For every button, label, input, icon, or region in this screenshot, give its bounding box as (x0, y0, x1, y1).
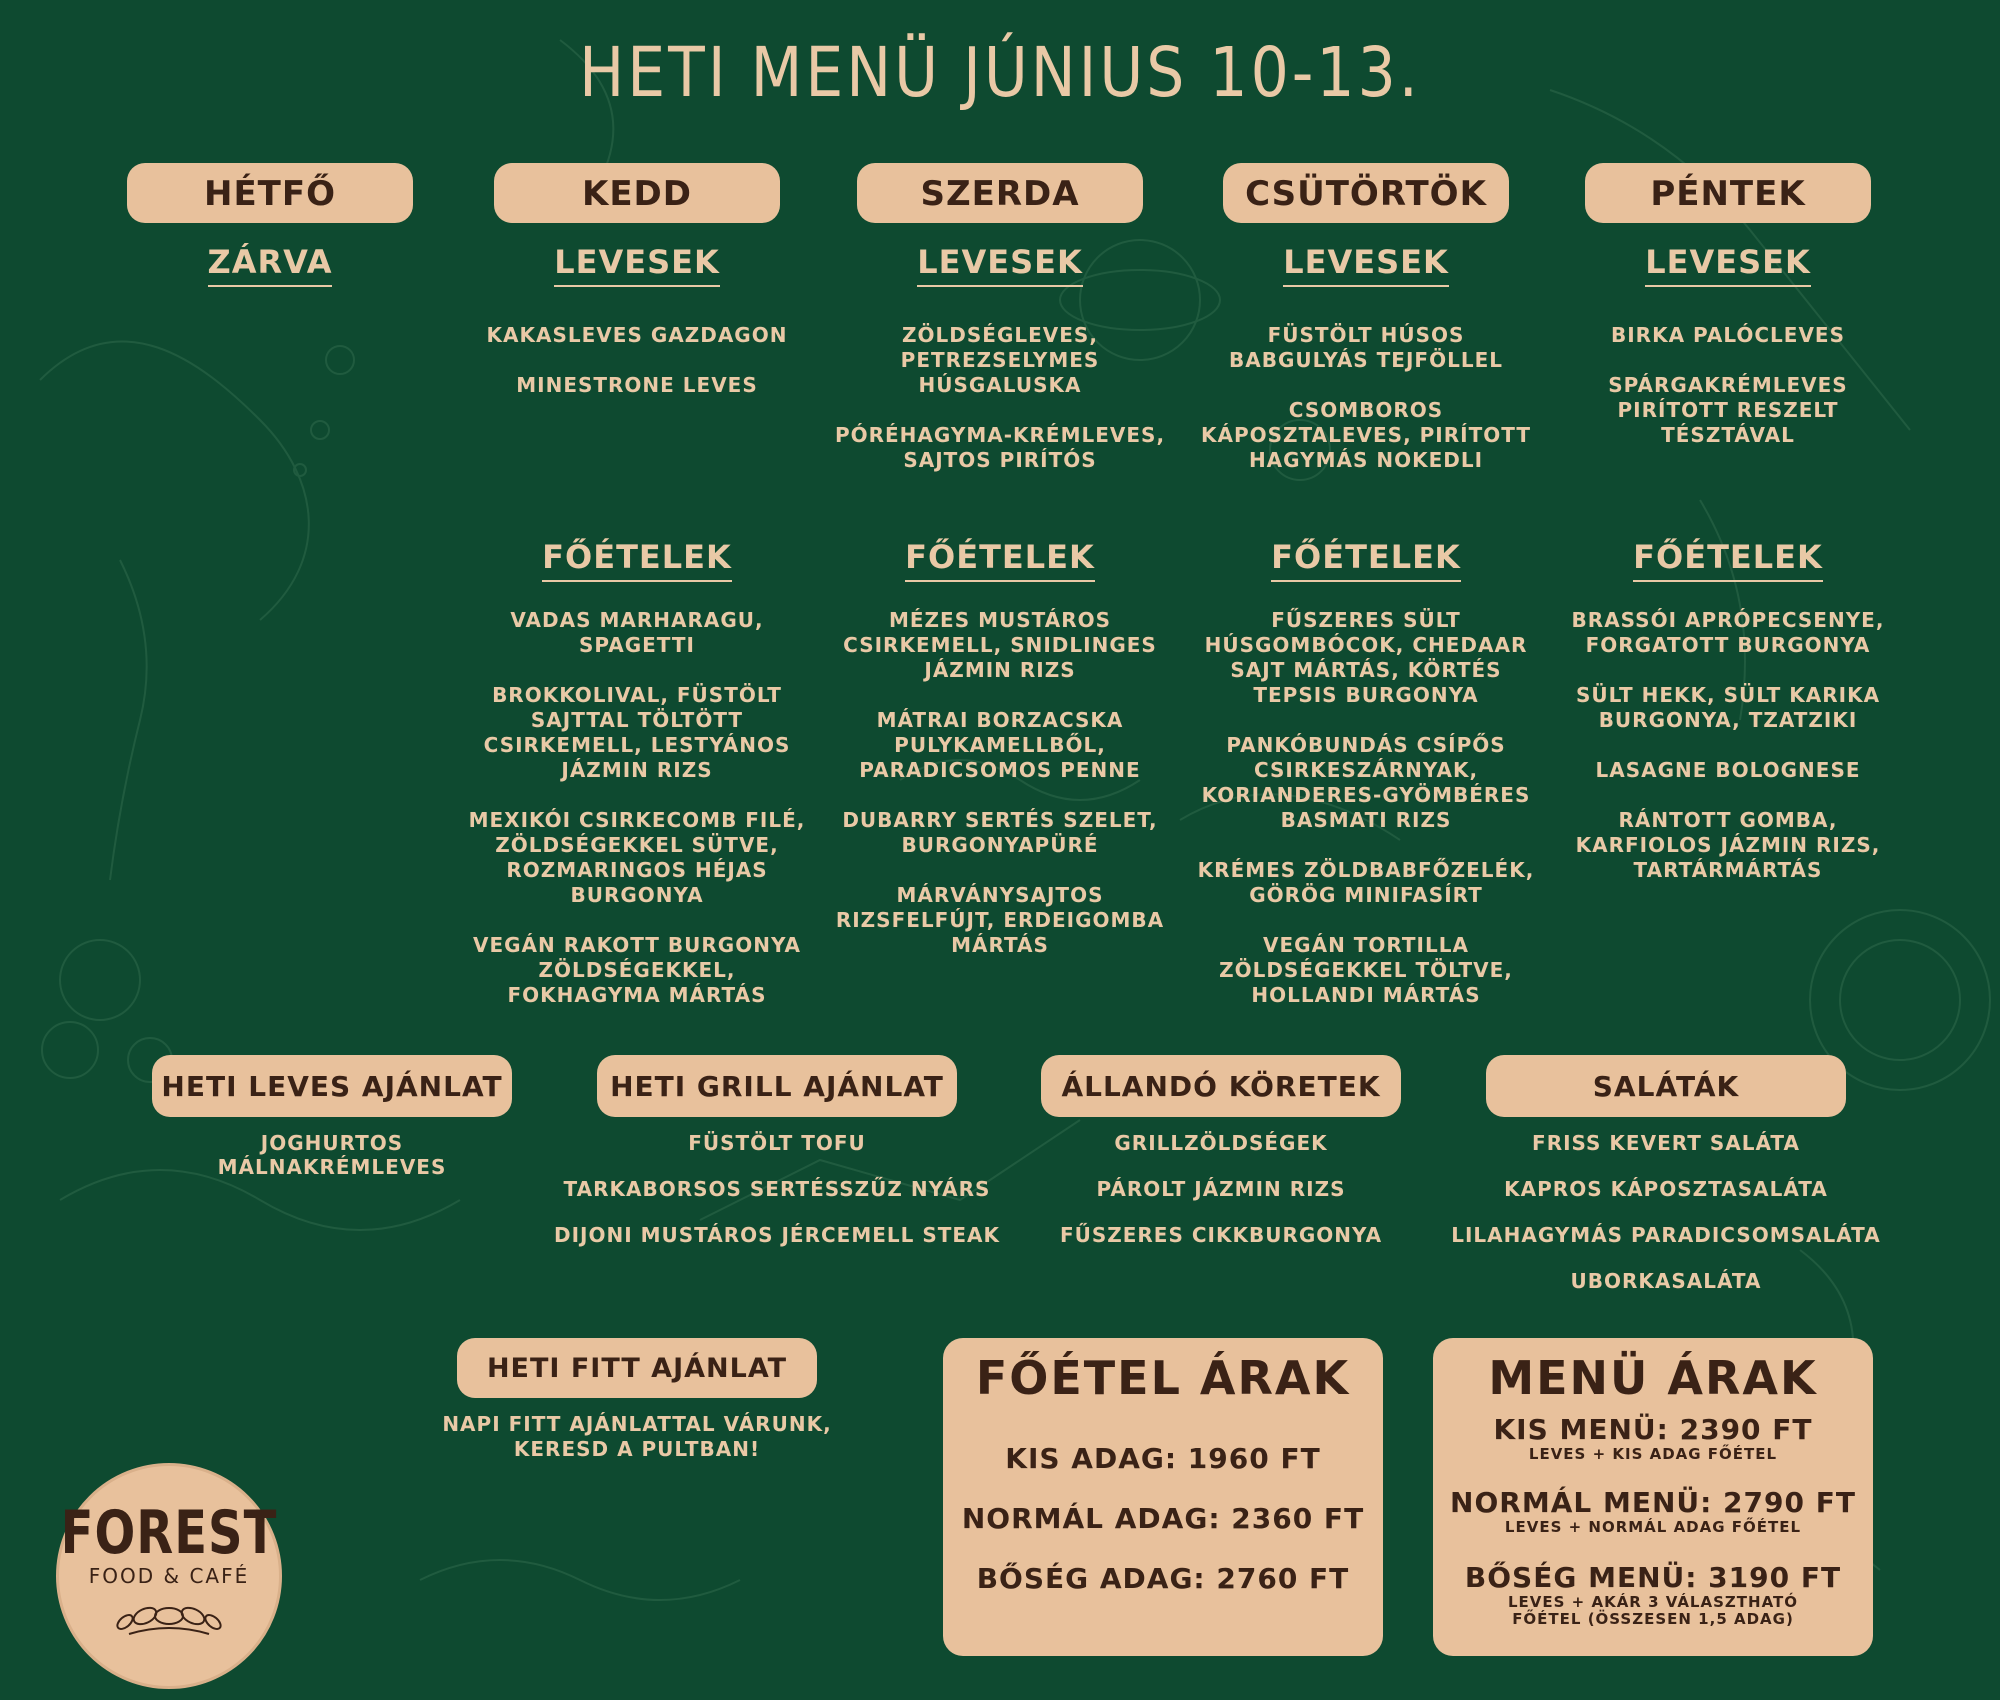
main-item: KRÉMES ZÖLDBABFŐZELÉK, GÖRÖG MINIFASÍRT (1197, 858, 1535, 907)
logo-wordmark: FOREST (60, 1498, 278, 1568)
menu-prices-box (1433, 1338, 1873, 1656)
day-column-wednesday (834, 163, 1166, 957)
side-item: FŰSZERES CIKKBURGONYA (1059, 1223, 1383, 1247)
soup-item: BIRKA PALÓCLEVES (1611, 323, 1845, 347)
day-column-thursday (1197, 163, 1535, 1007)
soup-item: FÜSTÖLT HÚSOS BABGULYÁS TEJFÖLLEL (1229, 323, 1503, 372)
special-item: TARKABORSOS SERTÉSSZŰZ NYÁRS (563, 1177, 991, 1201)
menu-price-name: BŐSÉG MENÜ: 3190 FT (1464, 1561, 1842, 1594)
sides-header: ÁLLANDÓ KÖRETEK (1041, 1055, 1401, 1117)
special-soup-section (152, 1055, 512, 1201)
mains-heading: FŐÉTELEK (905, 538, 1095, 582)
day-header: CSÜTÖRTÖK (1223, 163, 1509, 223)
fitt-special-header: HETI FITT AJÁNLAT (457, 1338, 817, 1398)
main-item: MÉZES MUSTÁROS CSIRKEMELL, SNIDLINGES JÁZMIN RIZS (843, 608, 1157, 682)
main-item: BROKKOLIVAL, FÜSTÖLT SAJTTAL TÖLTÖTT CSIRKEMELL, LESTYÁNOS JÁZMIN RIZS (483, 683, 791, 782)
salads-header: SALÁTÁK (1486, 1055, 1846, 1117)
day-header: KEDD (494, 163, 780, 223)
day-column-friday (1571, 163, 1885, 882)
menu-price-row (1433, 1562, 1873, 1628)
grill-special-section (553, 1055, 1001, 1269)
menu-price-desc: LEVES + AKÁR 3 VÁLASZTHATÓ FŐÉTEL (ÖSSZESEN 1,5 ADAG) (1507, 1593, 1798, 1628)
day-column-tuesday (468, 163, 806, 1007)
main-item: DUBARRY SERTÉS SZELET, BURGONYAPÜRÉ (842, 808, 1158, 857)
page-title: HETI MENÜ JÚNIUS 10-13. (579, 32, 1421, 114)
main-item: RÁNTOTT GOMBA, KARFIOLOS JÁZMIN RIZS, TARTÁRMÁRTÁS (1575, 808, 1881, 882)
day-column-monday (127, 163, 413, 281)
side-item: GRILLZÖLDSÉGEK (1114, 1131, 1328, 1155)
fitt-special-section (442, 1338, 832, 1462)
main-item: VEGÁN RAKOTT BURGONYA ZÖLDSÉGEKKEL, FOKHAGYMA MÁRTÁS (472, 933, 801, 1007)
soup-item: MINESTRONE LEVES (516, 373, 758, 397)
menu-price-row (1433, 1487, 1873, 1536)
menu-price-desc: LEVES + KIS ADAG FŐÉTEL (1528, 1445, 1778, 1463)
mains-heading: FŐÉTELEK (1633, 538, 1823, 582)
soup-item: KAKASLEVES GAZDAGON (486, 323, 788, 347)
special-item: DIJONI MUSTÁROS JÉRCEMELL STEAK (553, 1223, 1001, 1247)
main-item: VEGÁN TORTILLA ZÖLDSÉGEKKEL TÖLTVE, HOLLANDI MÁRTÁS (1219, 933, 1513, 1007)
sides-section (1041, 1055, 1401, 1269)
price-row: BŐSÉG ADAG: 2760 FT (976, 1562, 1350, 1595)
leaf-ornament-icon (109, 1594, 229, 1638)
soups-heading: LEVESEK (1283, 243, 1449, 287)
main-item: MEXIKÓI CSIRKECOMB FILÉ, ZÖLDSÉGEKKEL SÜTVE, ROZMARINGOS HÉJAS BURGONYA (468, 808, 806, 907)
menu-prices-title: MENÜ ÁRAK (1488, 1351, 1818, 1405)
soups-heading: LEVESEK (917, 243, 1083, 287)
mains-heading: FŐÉTELEK (542, 538, 732, 582)
price-row: NORMÁL ADAG: 2360 FT (961, 1502, 1365, 1535)
soup-item: ZÖLDSÉGLEVES, PETREZSELYMES HÚSGALUSKA (900, 323, 1100, 397)
soup-item: PÓRÉHAGYMA-KRÉMLEVES, SAJTOS PIRÍTÓS (834, 423, 1166, 472)
soup-item: SPÁRGAKRÉMLEVES PIRÍTOTT RESZELT TÉSZTÁVAL (1608, 373, 1848, 447)
soups-heading: LEVESEK (554, 243, 720, 287)
menu-price-desc: LEVES + NORMÁL ADAG FŐÉTEL (1504, 1518, 1802, 1536)
main-item: FŰSZERES SÜLT HÚSGOMBÓCOK, CHEDAAR SAJT MÁRTÁS, KÖRTÉS TEPSIS BURGONYA (1204, 608, 1528, 707)
main-item: SÜLT HEKK, SÜLT KARIKA BURGONYA, TZATZIKI (1575, 683, 1881, 732)
salad-item: LILAHAGYMÁS PARADICSOMSALÁTA (1451, 1223, 1881, 1247)
main-item: VADAS MARHARAGU, SPAGETTI (510, 608, 764, 657)
fitt-special-text: NAPI FITT AJÁNLATTAL VÁRUNK, KERESD A PULTBAN! (442, 1412, 832, 1461)
day-header: HÉTFŐ (127, 163, 413, 223)
salad-item: KAPROS KÁPOSZTASALÁTA (1504, 1177, 1828, 1201)
main-item: LASAGNE BOLOGNESE (1595, 758, 1861, 782)
salads-section (1451, 1055, 1881, 1315)
brand-logo (56, 1463, 282, 1689)
salad-item: FRISS KEVERT SALÁTA (1532, 1131, 1800, 1155)
day-header: PÉNTEK (1585, 163, 1871, 223)
soups-heading: LEVESEK (1645, 243, 1811, 287)
menu-price-row (1433, 1414, 1873, 1463)
price-row: KIS ADAG: 1960 FT (1005, 1442, 1321, 1475)
closed-label: ZÁRVA (208, 243, 333, 287)
main-item: MÁTRAI BORZACSKA PULYKAMELLBŐL, PARADICSOMOS PENNE (859, 708, 1141, 782)
menu-price-name: NORMÁL MENÜ: 2790 FT (1450, 1486, 1856, 1519)
main-prices-box (943, 1338, 1383, 1656)
side-item: PÁROLT JÁZMIN RIZS (1096, 1177, 1346, 1201)
salad-item: UBORKASALÁTA (1570, 1269, 1762, 1293)
soup-item: CSOMBOROS KÁPOSZTALEVES, PIRÍTOTT HAGYMÁS NOKEDLI (1201, 398, 1531, 472)
special-soup-header: HETI LEVES AJÁNLAT (152, 1055, 512, 1117)
main-item: BRASSÓI APRÓPECSENYE, FORGATOTT BURGONYA (1571, 608, 1885, 657)
special-item: JOGHURTOS MÁLNAKRÉMLEVES (217, 1131, 447, 1179)
logo-tagline: FOOD & CAFÉ (88, 1564, 250, 1588)
main-prices-title: FŐÉTEL ÁRAK (975, 1351, 1351, 1405)
menu-price-name: KIS MENÜ: 2390 FT (1493, 1413, 1813, 1446)
special-item: FÜSTÖLT TOFU (688, 1131, 866, 1155)
grill-special-header: HETI GRILL AJÁNLAT (597, 1055, 957, 1117)
day-header: SZERDA (857, 163, 1143, 223)
mains-heading: FŐÉTELEK (1271, 538, 1461, 582)
main-item: PANKÓBUNDÁS CSÍPŐS CSIRKESZÁRNYAK, KORIANDERES-GYÖMBÉRES BASMATI RIZS (1201, 733, 1531, 832)
main-item: MÁRVÁNYSAJTOS RIZSFELFÚJT, ERDEIGOMBA MÁRTÁS (835, 883, 1165, 957)
